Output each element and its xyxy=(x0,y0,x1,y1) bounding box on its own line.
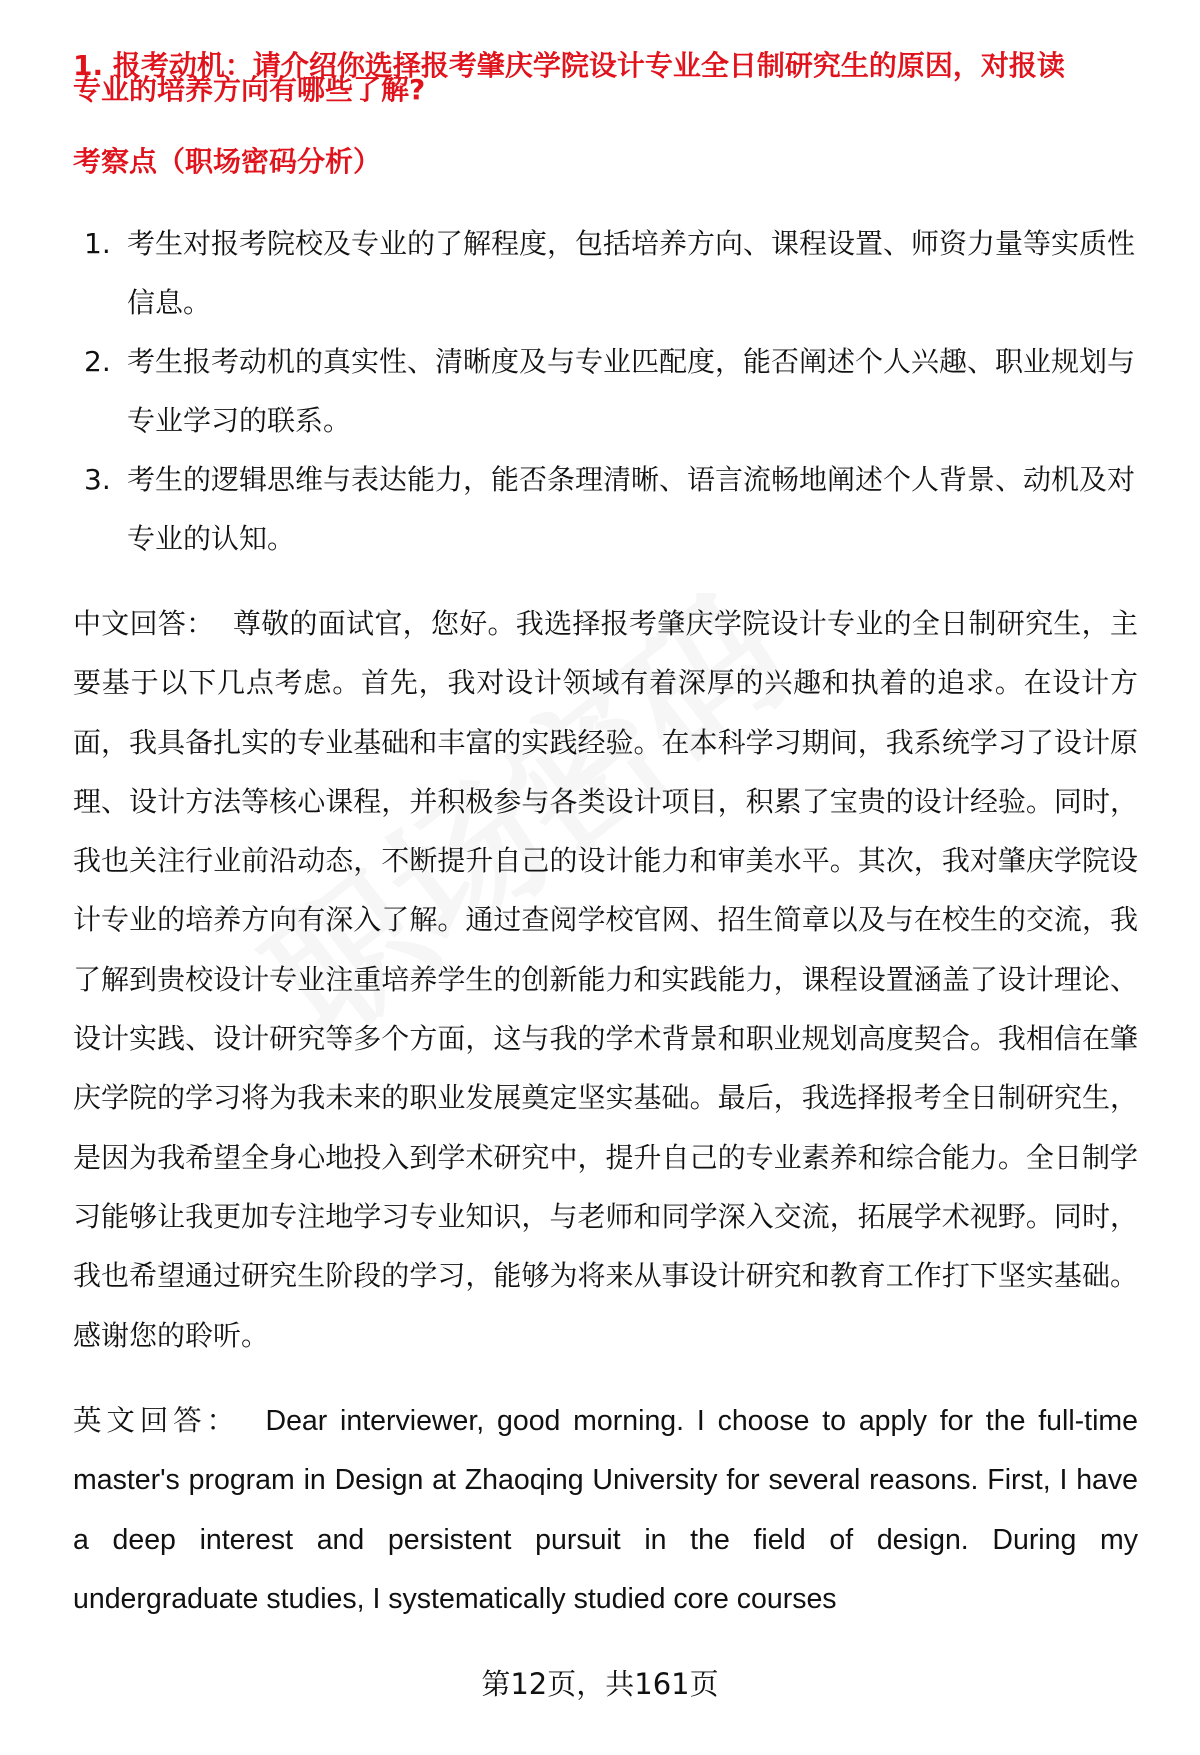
key-points-title: 考察点（职场密码分析） xyxy=(73,145,382,178)
key-points-list xyxy=(84,214,1144,568)
list-item xyxy=(84,450,1144,568)
english-answer-text: Dear interviewer, good morning. I choose to apply for the full-time master's program in Design at Zhaoqing University for several reasons. First, I have a deep interest and persistent pursuit in the field of design. During my undergraduate studies, I systematically studied core courses xyxy=(73,1405,1138,1615)
list-item xyxy=(84,332,1144,450)
chinese-answer-label: 中文回答： xyxy=(73,607,215,640)
item-text: 考生的逻辑思维与表达能力，能否条理清晰、语言流畅地阐述个人背景、动机及对专业的认知。 xyxy=(127,463,1136,555)
english-answer-label: 英文回答： xyxy=(73,1404,240,1437)
item-text: 考生对报考院校及专业的了解程度，包括培养方向、课程设置、师资力量等实质性信息。 xyxy=(127,227,1136,319)
english-answer xyxy=(73,1391,1138,1629)
question-line: 专业的培养方向有哪些了解? xyxy=(73,73,426,106)
list-item xyxy=(84,214,1144,332)
item-number: 1. xyxy=(84,227,111,260)
item-number: 3. xyxy=(84,463,111,496)
item-text: 考生报考动机的真实性、清晰度及与专业匹配度，能否阐述个人兴趣、职业规划与专业学习的联系。 xyxy=(127,345,1136,437)
item-number: 2. xyxy=(84,345,111,378)
question-cut-line: 1. 报考动机：请介绍你选择报考肇庆学院设计专业全日制研究生的原因，对报读 xyxy=(73,49,1065,82)
chinese-answer xyxy=(73,594,1138,1365)
page-number: 第12页，共161页 xyxy=(481,1667,719,1701)
chinese-answer-text: 尊敬的面试官，您好。我选择报考肇庆学院设计专业的全日制研究生，主要基于以下几点考虑。首先，我对设计领域有着深厚的兴趣和执着的追求。在设计方面，我具备扎实的专业基础和丰富的实践经验。在本科学习期间，我系统学习了设计原理、设计方法等核心课程，并积极参与各类设计项目，积累了宝贵的设计经验。同时，我也关注行业前沿动态，不断提升自己的设计能力和审美水平。其次，我对肇庆学院设计专业的培养方向有深入了解。通过查阅学校官网、招生简章以及与在校生的交流，我了解到贵校设计专业注重培养学生的创新能力和实践能力，课程设置涵盖了设计理论、设计实践、设计研究等多个方面，这与我的学术背景和职业规划高度契合。我相信在肇庆学院的学习将为我未来的职业发展奠定坚实基础。最后，我选择报考全日制研究生，是因为我希望全身心地投入到学术研究中，提升自己的专业素养和综合能力。全日制学习能够让我更加专注地学习专业知识，与老师和同学深入交流，拓展学术视野。同时，我也希望通过研究生阶段的学习，能够为将来从事设计研究和教育工作打下坚实基础。感谢您的聆听。 xyxy=(73,607,1138,1352)
